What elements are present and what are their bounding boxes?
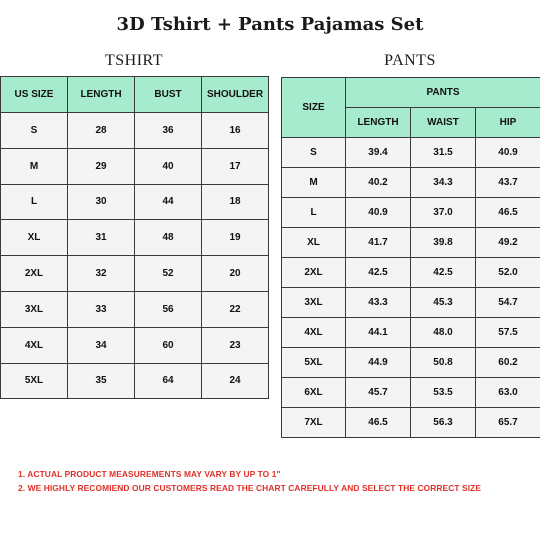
- tshirt-header-cell: SHOULDER: [202, 77, 269, 113]
- measurement-cell: 46.5: [346, 408, 411, 438]
- tshirt-section-label: TSHIRT: [104, 52, 164, 69]
- measurement-cell: 41.7: [346, 228, 411, 258]
- size-cell: 4XL: [1, 327, 68, 363]
- tshirt-table-row: [1, 256, 269, 292]
- measurement-cell: 22: [202, 291, 269, 327]
- page-title: 3D Tshirt + Pants Pajamas Set: [116, 14, 424, 35]
- measurement-cell: 19: [202, 220, 269, 256]
- measurement-cell: 31.5: [411, 138, 476, 168]
- tshirt-size-table: [0, 76, 269, 399]
- pants-size-header: SIZE: [282, 78, 346, 138]
- size-cell: 6XL: [282, 378, 346, 408]
- tshirt-header-cell: US SIZE: [1, 77, 68, 113]
- measurement-cell: 56: [135, 291, 202, 327]
- size-cell: 3XL: [1, 291, 68, 327]
- size-cell: L: [282, 198, 346, 228]
- size-cell: M: [282, 168, 346, 198]
- measurement-cell: 40.2: [346, 168, 411, 198]
- measurement-cell: 45.3: [411, 288, 476, 318]
- size-cell: 4XL: [282, 318, 346, 348]
- measurement-cell: 16: [202, 113, 269, 149]
- size-cell: S: [1, 113, 68, 149]
- measurement-cell: 35: [68, 363, 135, 399]
- measurement-cell: 60.2: [476, 348, 540, 378]
- tshirt-table-row: [1, 291, 269, 327]
- size-cell: 5XL: [1, 363, 68, 399]
- measurement-cell: 40.9: [476, 138, 540, 168]
- measurement-cell: 34.3: [411, 168, 476, 198]
- pants-table-row: [282, 228, 540, 258]
- pants-table-row: [282, 138, 540, 168]
- measurement-cell: 53.5: [411, 378, 476, 408]
- measurement-cell: 29: [68, 148, 135, 184]
- note-line: 2. WE HIGHLY RECOMIEND OUR CUSTOMERS READ THE CHART CAREFULLY AND SELECT THE CORRECT SIZE: [18, 483, 482, 493]
- measurement-cell: 34: [68, 327, 135, 363]
- pants-header-cell: WAIST: [411, 108, 476, 138]
- measurement-cell: 44.1: [346, 318, 411, 348]
- measurement-cell: 20: [202, 256, 269, 292]
- measurement-cell: 57.5: [476, 318, 540, 348]
- pants-table-row: [282, 258, 540, 288]
- pants-table-row: [282, 318, 540, 348]
- measurement-cell: 24: [202, 363, 269, 399]
- measurement-cell: 18: [202, 184, 269, 220]
- pants-table-row: [282, 198, 540, 228]
- size-cell: 2XL: [282, 258, 346, 288]
- tshirt-table-row: [1, 113, 269, 149]
- measurement-cell: 43.7: [476, 168, 540, 198]
- measurement-cell: 65.7: [476, 408, 540, 438]
- tshirt-table-row: [1, 184, 269, 220]
- measurement-cell: 32: [68, 256, 135, 292]
- size-cell: XL: [282, 228, 346, 258]
- measurement-cell: 44: [135, 184, 202, 220]
- pants-header-cell: HIP: [476, 108, 540, 138]
- size-cell: 2XL: [1, 256, 68, 292]
- measurement-cell: 30: [68, 184, 135, 220]
- tshirt-table-row: [1, 148, 269, 184]
- measurement-cell: 60: [135, 327, 202, 363]
- tshirt-header-cell: LENGTH: [68, 77, 135, 113]
- tshirt-table-row: [1, 327, 269, 363]
- pants-section-label: PANTS: [384, 52, 436, 69]
- measurement-cell: 43.3: [346, 288, 411, 318]
- measurement-cell: 36: [135, 113, 202, 149]
- pants-table-row: [282, 288, 540, 318]
- note-line: 1. ACTUAL PRODUCT MEASUREMENTS MAY VARY BY UP TO 1": [18, 469, 281, 479]
- size-cell: XL: [1, 220, 68, 256]
- measurement-cell: 37.0: [411, 198, 476, 228]
- tshirt-header-row: [1, 77, 269, 113]
- pants-table-row: [282, 408, 540, 438]
- tshirt-header-cell: BUST: [135, 77, 202, 113]
- size-cell: M: [1, 148, 68, 184]
- measurement-cell: 52.0: [476, 258, 540, 288]
- measurement-cell: 39.4: [346, 138, 411, 168]
- measurement-cell: 49.2: [476, 228, 540, 258]
- size-cell: L: [1, 184, 68, 220]
- pants-header-cell: LENGTH: [346, 108, 411, 138]
- pants-header-row: [282, 78, 540, 108]
- measurement-cell: 23: [202, 327, 269, 363]
- measurement-cell: 54.7: [476, 288, 540, 318]
- pants-table-row: [282, 168, 540, 198]
- measurement-cell: 46.5: [476, 198, 540, 228]
- tshirt-table-row: [1, 220, 269, 256]
- tshirt-table-row: [1, 363, 269, 399]
- measurement-cell: 63.0: [476, 378, 540, 408]
- size-notes: [18, 467, 538, 495]
- pants-table-row: [282, 348, 540, 378]
- pants-size-table: [281, 77, 540, 438]
- measurement-cell: 33: [68, 291, 135, 327]
- measurement-cell: 28: [68, 113, 135, 149]
- measurement-cell: 45.7: [346, 378, 411, 408]
- size-cell: S: [282, 138, 346, 168]
- measurement-cell: 52: [135, 256, 202, 292]
- measurement-cell: 40: [135, 148, 202, 184]
- measurement-cell: 64: [135, 363, 202, 399]
- measurement-cell: 42.5: [411, 258, 476, 288]
- measurement-cell: 17: [202, 148, 269, 184]
- size-cell: 3XL: [282, 288, 346, 318]
- measurement-cell: 40.9: [346, 198, 411, 228]
- measurement-cell: 44.9: [346, 348, 411, 378]
- tshirt-table-body: [1, 113, 269, 399]
- size-cell: 5XL: [282, 348, 346, 378]
- pants-table-row: [282, 378, 540, 408]
- size-cell: 7XL: [282, 408, 346, 438]
- measurement-cell: 56.3: [411, 408, 476, 438]
- pants-group-header: PANTS: [346, 78, 540, 108]
- measurement-cell: 50.8: [411, 348, 476, 378]
- measurement-cell: 48: [135, 220, 202, 256]
- measurement-cell: 42.5: [346, 258, 411, 288]
- measurement-cell: 48.0: [411, 318, 476, 348]
- measurement-cell: 31: [68, 220, 135, 256]
- pants-table-body: [282, 138, 540, 438]
- measurement-cell: 39.8: [411, 228, 476, 258]
